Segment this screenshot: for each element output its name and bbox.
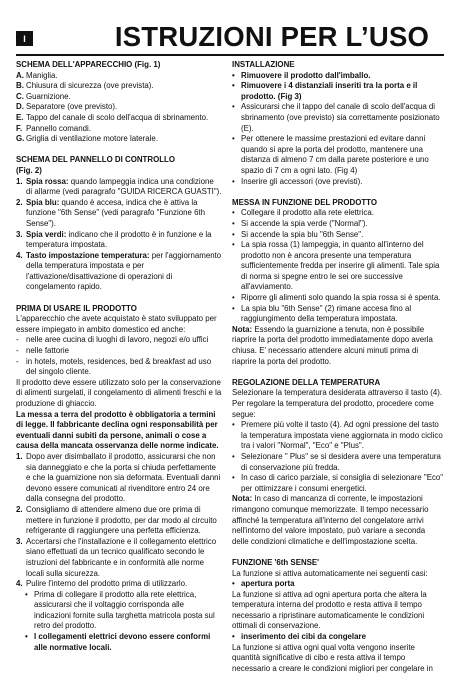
list-item: 3. Accertarsi che l'installazione e il collegamento elettrico siano effettuati da un tecnico qualificato secondo le istruzioni del fabbricante e in conformità alle norme locali sulla sicurezza. bbox=[16, 536, 217, 578]
list-item: 4. Tasto impostazione temperatura: per l'aggiornamento della temperatura impostata e per l'attivazione/disattivazione di operazioni di congelamento rapido. bbox=[16, 250, 222, 292]
list-item: • I collegamenti elettrici devono essere conformi alle normative locali. bbox=[25, 632, 211, 652]
note-paragraph: Nota: In caso di mancanza di corrente, le impostazioni rimangono comunque memorizzate. Il tempo necessario affinché la temperatura all'interno del congelatore arrivi nell'intorno del valore impostato, può variare a seconda delle condizioni climatiche e dell'impostazione scelta. bbox=[232, 494, 429, 546]
body-paragraph: La funzione si attiva ogni qual volta vengono inserite quantità significative di cibo e resta attiva il tempo necessario a creare le condizioni migliori per congelare in bbox=[232, 642, 433, 673]
list-item: • Riporre gli alimenti solo quando la spia rossa si è spenta. bbox=[232, 293, 441, 303]
right-column bbox=[232, 60, 444, 674]
list-item: 3. Spia verdi: indicano che il prodotto è in funzione e la temperatura impostata. bbox=[16, 229, 212, 250]
section-heading-installazione: INSTALLAZIONE bbox=[232, 60, 295, 69]
list-item: • Premere più volte il tasto (4). Ad ogni pressione del tasto la temperatura impostata viene aggiornata in modo ciclico tra i valori "Normal", "Eco" e "Plus". bbox=[232, 420, 443, 451]
list-item: • Assicurarsi che il tappo del canale di scolo dell'acqua di sbrinamento (ove previsto) sia correttamente posizionato (E). bbox=[232, 102, 440, 133]
section-heading-regolazione: REGOLAZIONE DELLA TEMPERATURA bbox=[232, 377, 381, 387]
case-title: • apertura porta bbox=[232, 579, 295, 589]
list-item: A. Maniglia. bbox=[16, 70, 58, 80]
list-item: • Selezionare " Plus" se si desidera avere una temperatura di conservazione più fredda. bbox=[232, 451, 441, 472]
control-panel-list bbox=[16, 177, 222, 294]
page-title: ISTRUZIONI PER L’USO bbox=[114, 21, 430, 52]
list-item: B. Chiusura di sicurezza (ove prevista). bbox=[16, 81, 154, 91]
list-item: • Per ottenere le massime prestazioni ed evitare danni quando si apre la porta del prodotto, mantenere una distanza di almeno 7 cm dalla parete posteriore e uno spazio di 7 cm a ogni lato. (Fig 4) bbox=[232, 134, 429, 175]
list-item: • In caso di carico parziale, si consiglia di selezionare "Eco" per ottimizzare i consumi energetici. bbox=[232, 473, 444, 493]
list-item: • Si accende la spia verde ("Normal"). bbox=[232, 218, 368, 228]
list-item: 1. Dopo aver disimballato il prodotto, assicurarsi che non sia danneggiato e che la porta si chiuda perfettamente e che la guarnizione non sia deformata. Eventuali danni devono essere comunicati al rivenditore entro 24 ore dalla consegna del prodotto. bbox=[16, 451, 221, 504]
intro-paragraph: La funzione si attiva automaticamente nei seguenti casi: bbox=[232, 568, 428, 578]
section-heading-6th-sense: FUNZIONE '6th SENSE' bbox=[232, 557, 320, 567]
note-paragraph: Nota: Essendo la guarnizione a tenuta, non è possibile riaprire la porta del prodotto immediatamente dopo averla chiusa. E' necessario attendere alcuni minuti prima di riaprire la porta del prodotto. bbox=[232, 324, 433, 366]
title-rule bbox=[16, 54, 444, 56]
list-item: • Rimuovere i 4 distanziali inseriti tra la porta e il prodotto. (Fig 3) bbox=[232, 81, 418, 101]
warning-paragraph: La messa a terra del prodotto è obbligatoria a termini di legge. Il fabbricante declina ogni responsabilità per eventuali danni subiti da persone, animali o cose a causa della mancata osservanza delle norme indicate. bbox=[16, 409, 219, 451]
language-badge: I bbox=[16, 31, 33, 46]
section-heading-schema-pannello: SCHEMA DEL PANNELLO DI CONTROLLO bbox=[16, 155, 175, 165]
list-item: • Rimuovere il prodotto dall'imballo. bbox=[232, 70, 371, 80]
body-paragraph: La funzione si attiva ad ogni apertura porta che altera la temperatura interna del prodotto e resta attiva il tempo necessario a ripristinare automaticamente le condizioni ottimali di conservazione. bbox=[232, 589, 427, 631]
list-item: • Prima di collegare il prodotto alla rete elettrica, assicurarsi che il voltaggio corrisponda alle indicazioni fornite sulla targhetta matricola posta sul retro del prodotto. bbox=[25, 589, 215, 631]
case-title: • inserimento dei cibi da congelare bbox=[232, 632, 366, 642]
list-item: • Collegare il prodotto alla rete elettrica. bbox=[232, 208, 374, 218]
list-item: E. Tappo del canale di scolo dell'acqua di sbrinamento. bbox=[16, 112, 209, 122]
list-item: F. Pannello comandi. bbox=[16, 123, 91, 133]
section-heading-schema-apparecchio: SCHEMA DELL'APPARECCHIO (Fig. 1) bbox=[16, 60, 161, 69]
parts-list bbox=[16, 71, 222, 145]
section-heading-fig-ref: (Fig. 2) bbox=[16, 165, 42, 175]
list-item: 2. Consigliamo di attendere almeno due ore prima di mettere in funzione il prodotto, per dar modo al circuito refrigerante di raggiungere una perfetta efficienza. bbox=[16, 504, 217, 536]
list-item: • La spia blu "6th Sense" (2) rimane accesa fino al raggiungimento della temperatura impostata. bbox=[232, 303, 412, 324]
section-heading-messa-in-funzione: MESSA IN FUNZIONE DEL PRODOTTO bbox=[232, 197, 377, 207]
body-paragraph: Il prodotto deve essere utilizzato solo per la conservazione di alimenti surgelati, il congelamento di alimenti freschi e la produzione di ghiaccio. bbox=[16, 377, 222, 408]
list-item: - nelle aree cucina di luoghi di lavoro, negozi e/o uffici bbox=[16, 335, 209, 345]
intro-paragraph: Selezionare la temperatura desiderata attraverso il tasto (4). Per regolare la temperatura del prodotto, procedere come segue: bbox=[232, 388, 443, 419]
list-item: - in hotels, motels, residences, bed & breakfast ad uso del singolo cliente. bbox=[16, 356, 212, 377]
list-item: • Si accende la spia blu "6th Sense". bbox=[232, 229, 364, 239]
intro-paragraph: L'apparecchio che avete acquistato è stato sviluppato per essere impiegato in ambito domestico ed anche: bbox=[16, 314, 217, 334]
left-column bbox=[16, 60, 222, 653]
list-item: 1. Spia rossa: quando lampeggia indica una condizione di allarme (vedi paragrafo "GUIDA RICERCA GUASTI"). bbox=[16, 176, 222, 197]
section-heading-prima-di-usare: PRIMA DI USARE IL PRODOTTO bbox=[16, 303, 137, 313]
list-item: C. Guarnizione. bbox=[16, 91, 71, 101]
list-item: G. Griglia di ventilazione motore laterale. bbox=[16, 134, 159, 144]
list-item: • Inserire gli accessori (ove previsti). bbox=[232, 176, 363, 186]
list-item: D. Separatore (ove previsto). bbox=[16, 102, 118, 112]
list-item: 4. Pulire l'interno del prodotto prima di utilizzarlo. bbox=[16, 579, 188, 589]
list-item: 2. Spia blu: quando è accesa, indica che è attiva la funzione "6th Sense" (vedi paragrafo "Funzione 6th Sense"). bbox=[16, 197, 206, 228]
list-item: - nelle fattorie bbox=[16, 346, 69, 356]
list-item: • La spia rossa (1) lampeggia, in quanto all'interno del prodotto non è ancora presente una temperatura sufficientemente fredda per inserire gli alimenti. Tale spia di norma si spegne entro le sei ore successive all'avviamento. bbox=[232, 240, 440, 292]
